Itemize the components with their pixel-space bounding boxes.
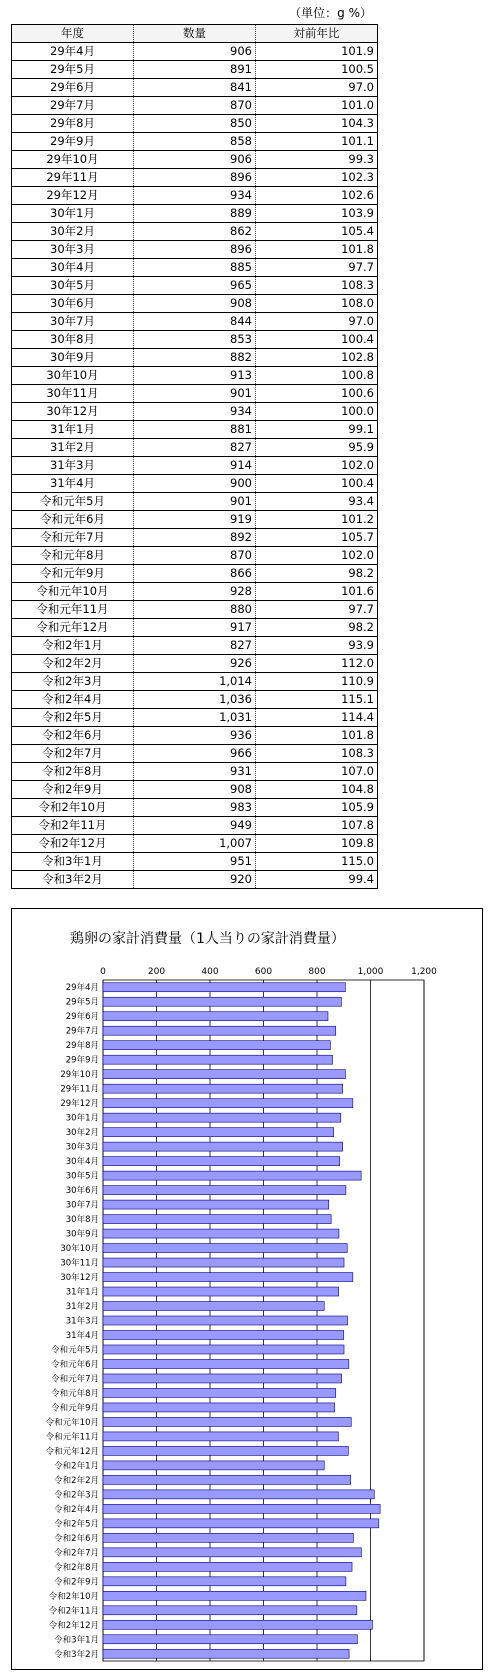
bar (103, 1432, 338, 1441)
category-label: 29年7月 (65, 1026, 99, 1037)
cell-yoy-ratio: 100.4 (256, 331, 378, 349)
cell-quantity: 906 (134, 151, 256, 169)
cell-quantity: 951 (134, 853, 256, 871)
cell-quantity: 892 (134, 529, 256, 547)
table-row (12, 655, 378, 673)
cell-yoy-ratio: 99.3 (256, 151, 378, 169)
category-label: 29年12月 (60, 1099, 99, 1110)
cell-period: 令和3年2月 (12, 871, 134, 889)
cell-period: 令和2年9月 (12, 781, 134, 799)
cell-yoy-ratio: 105.4 (256, 223, 378, 241)
cell-quantity: 885 (134, 259, 256, 277)
x-tick-label: 1,000 (357, 967, 384, 977)
x-tick-label: 800 (308, 967, 326, 977)
cell-period: 令和元年11月 (12, 601, 134, 619)
bar (103, 1200, 329, 1209)
cell-quantity: 983 (134, 799, 256, 817)
bar (103, 1359, 349, 1368)
cell-quantity: 919 (134, 511, 256, 529)
cell-quantity: 906 (134, 43, 256, 61)
table-row (12, 781, 378, 799)
cell-quantity: 862 (134, 223, 256, 241)
cell-period: 30年3月 (12, 241, 134, 259)
table-row (12, 241, 378, 259)
cell-period: 30年7月 (12, 313, 134, 331)
x-tick-label: 1,200 (411, 967, 437, 977)
cell-quantity: 870 (134, 97, 256, 115)
bar (103, 1591, 366, 1600)
table-row (12, 799, 378, 817)
cell-yoy-ratio: 110.9 (256, 673, 378, 691)
cell-period: 31年4月 (12, 475, 134, 493)
cell-period: 令和元年6月 (12, 511, 134, 529)
table-row (12, 277, 378, 295)
bar (103, 1316, 347, 1325)
bar (103, 1026, 336, 1035)
table-row (12, 871, 378, 889)
cell-quantity: 896 (134, 241, 256, 259)
cell-yoy-ratio: 97.7 (256, 601, 378, 619)
table-row (12, 727, 378, 745)
table-row (12, 691, 378, 709)
cell-quantity: 934 (134, 403, 256, 421)
category-label: 令和2年3月 (54, 1490, 99, 1501)
bar (103, 1403, 335, 1412)
category-label: 令和2年11月 (48, 1606, 99, 1617)
cell-yoy-ratio: 102.6 (256, 187, 378, 205)
bar (103, 1649, 349, 1658)
cell-quantity: 928 (134, 583, 256, 601)
cell-period: 31年3月 (12, 457, 134, 475)
category-label: 30年6月 (65, 1186, 99, 1197)
cell-yoy-ratio: 95.9 (256, 439, 378, 457)
cell-yoy-ratio: 108.3 (256, 745, 378, 763)
cell-quantity: 926 (134, 655, 256, 673)
bar (103, 1562, 352, 1571)
cell-period: 29年6月 (12, 79, 134, 97)
category-label: 31年1月 (65, 1287, 99, 1298)
cell-period: 令和2年4月 (12, 691, 134, 709)
cell-period: 令和2年11月 (12, 817, 134, 835)
cell-quantity: 949 (134, 817, 256, 835)
category-label: 令和2年7月 (54, 1548, 99, 1559)
category-label: 令和元年7月 (51, 1374, 99, 1385)
cell-yoy-ratio: 112.0 (256, 655, 378, 673)
cell-period: 令和2年3月 (12, 673, 134, 691)
bar (103, 983, 345, 992)
cell-period: 令和2年2月 (12, 655, 134, 673)
cell-yoy-ratio: 101.9 (256, 43, 378, 61)
cell-quantity: 891 (134, 61, 256, 79)
category-label: 30年10月 (60, 1244, 99, 1255)
bar (103, 1345, 344, 1354)
bar (103, 1041, 330, 1050)
category-label: 令和3年2月 (54, 1649, 99, 1660)
cell-quantity: 908 (134, 781, 256, 799)
cell-quantity: 881 (134, 421, 256, 439)
cell-period: 29年9月 (12, 133, 134, 151)
cell-quantity: 1,007 (134, 835, 256, 853)
cell-yoy-ratio: 102.0 (256, 457, 378, 475)
table-row (12, 835, 378, 853)
data-table (11, 24, 378, 889)
cell-yoy-ratio: 99.1 (256, 421, 378, 439)
category-label: 31年3月 (65, 1316, 99, 1327)
category-label: 29年4月 (65, 983, 99, 994)
cell-period: 30年4月 (12, 259, 134, 277)
cell-quantity: 908 (134, 295, 256, 313)
cell-yoy-ratio: 104.8 (256, 781, 378, 799)
table-row (12, 61, 378, 79)
cell-yoy-ratio: 107.0 (256, 763, 378, 781)
cell-quantity: 900 (134, 475, 256, 493)
cell-period: 令和2年1月 (12, 637, 134, 655)
category-label: 令和2年12月 (48, 1620, 99, 1631)
cell-yoy-ratio: 105.7 (256, 529, 378, 547)
table-row (12, 367, 378, 385)
category-label: 令和2年4月 (54, 1504, 99, 1515)
cell-yoy-ratio: 102.8 (256, 349, 378, 367)
cell-period: 令和3年1月 (12, 853, 134, 871)
category-label: 30年7月 (65, 1200, 99, 1211)
header-period: 年度 (12, 25, 134, 43)
cell-quantity: 889 (134, 205, 256, 223)
cell-quantity: 901 (134, 385, 256, 403)
bar (103, 1099, 353, 1108)
bar (103, 1171, 361, 1180)
cell-yoy-ratio: 101.8 (256, 241, 378, 259)
x-tick-label: 200 (147, 967, 166, 977)
cell-yoy-ratio: 97.0 (256, 313, 378, 331)
bar (103, 1446, 348, 1455)
bar (103, 1229, 339, 1238)
cell-period: 29年7月 (12, 97, 134, 115)
table-row (12, 313, 378, 331)
cell-quantity: 866 (134, 565, 256, 583)
bar (103, 1417, 351, 1426)
cell-yoy-ratio: 115.1 (256, 691, 378, 709)
category-label: 令和元年12月 (45, 1446, 99, 1457)
cell-yoy-ratio: 114.4 (256, 709, 378, 727)
cell-yoy-ratio: 102.0 (256, 547, 378, 565)
bar (103, 1055, 333, 1064)
cell-yoy-ratio: 93.9 (256, 637, 378, 655)
cell-yoy-ratio: 108.3 (256, 277, 378, 295)
category-label: 令和元年10月 (45, 1417, 99, 1428)
bar (103, 1504, 380, 1513)
cell-period: 30年5月 (12, 277, 134, 295)
category-label: 29年10月 (60, 1070, 99, 1081)
bar (103, 1577, 346, 1586)
cell-quantity: 827 (134, 439, 256, 457)
cell-quantity: 914 (134, 457, 256, 475)
cell-yoy-ratio: 105.9 (256, 799, 378, 817)
cell-period: 令和2年5月 (12, 709, 134, 727)
table-row (12, 547, 378, 565)
cell-quantity: 1,036 (134, 691, 256, 709)
category-label: 30年1月 (65, 1113, 99, 1124)
bar (103, 1330, 344, 1339)
bar (103, 1273, 353, 1282)
bar-chart (12, 909, 482, 1669)
cell-yoy-ratio: 97.7 (256, 259, 378, 277)
cell-period: 31年2月 (12, 439, 134, 457)
table-row (12, 673, 378, 691)
cell-quantity: 1,031 (134, 709, 256, 727)
table-row (12, 763, 378, 781)
cell-yoy-ratio: 101.8 (256, 727, 378, 745)
table-row (12, 853, 378, 871)
category-label: 30年4月 (65, 1157, 99, 1168)
cell-period: 令和2年8月 (12, 763, 134, 781)
category-label: 29年8月 (65, 1041, 99, 1052)
cell-yoy-ratio: 108.0 (256, 295, 378, 313)
cell-period: 令和元年9月 (12, 565, 134, 583)
table-row (12, 439, 378, 457)
cell-period: 29年10月 (12, 151, 134, 169)
cell-yoy-ratio: 101.2 (256, 511, 378, 529)
cell-yoy-ratio: 104.3 (256, 115, 378, 133)
cell-quantity: 917 (134, 619, 256, 637)
bar (103, 1084, 343, 1093)
bar (103, 1548, 361, 1557)
cell-period: 令和2年12月 (12, 835, 134, 853)
bar (103, 1244, 347, 1253)
table-row (12, 745, 378, 763)
cell-quantity: 1,014 (134, 673, 256, 691)
cell-yoy-ratio: 100.0 (256, 403, 378, 421)
cell-quantity: 850 (134, 115, 256, 133)
cell-period: 29年8月 (12, 115, 134, 133)
x-tick-label: 600 (254, 967, 273, 977)
unit-note: （単位：g %） (289, 6, 372, 20)
cell-period: 29年5月 (12, 61, 134, 79)
cell-period: 令和元年5月 (12, 493, 134, 511)
cell-yoy-ratio: 100.8 (256, 367, 378, 385)
table-row (12, 43, 378, 61)
cell-period: 30年11月 (12, 385, 134, 403)
category-label: 令和2年2月 (54, 1475, 99, 1486)
category-label: 30年5月 (65, 1171, 99, 1182)
table-row (12, 331, 378, 349)
table-row (12, 349, 378, 367)
table-row (12, 583, 378, 601)
cell-quantity: 870 (134, 547, 256, 565)
cell-quantity: 901 (134, 493, 256, 511)
table-row (12, 115, 378, 133)
cell-yoy-ratio: 93.4 (256, 493, 378, 511)
cell-quantity: 931 (134, 763, 256, 781)
cell-yoy-ratio: 101.0 (256, 97, 378, 115)
category-label: 令和3年1月 (54, 1635, 99, 1646)
cell-period: 30年1月 (12, 205, 134, 223)
cell-yoy-ratio: 100.5 (256, 61, 378, 79)
header-quantity: 数量 (134, 25, 256, 43)
cell-yoy-ratio: 103.9 (256, 205, 378, 223)
bar (103, 1012, 328, 1021)
category-label: 令和2年8月 (54, 1562, 99, 1573)
bar (103, 1533, 353, 1542)
table-row (12, 529, 378, 547)
table-row (12, 475, 378, 493)
table-row (12, 421, 378, 439)
table-row (12, 97, 378, 115)
cell-period: 29年11月 (12, 169, 134, 187)
cell-quantity: 853 (134, 331, 256, 349)
cell-yoy-ratio: 101.6 (256, 583, 378, 601)
table-row (12, 601, 378, 619)
table-row (12, 223, 378, 241)
table-row (12, 205, 378, 223)
bar (103, 1635, 357, 1644)
cell-period: 31年1月 (12, 421, 134, 439)
bar (103, 1519, 379, 1528)
cell-quantity: 882 (134, 349, 256, 367)
category-label: 30年11月 (60, 1258, 99, 1269)
cell-yoy-ratio: 107.8 (256, 817, 378, 835)
bar (103, 1070, 345, 1079)
category-label: 31年4月 (65, 1330, 99, 1341)
category-label: 29年9月 (65, 1055, 99, 1066)
category-label: 令和2年9月 (54, 1577, 99, 1588)
category-label: 30年3月 (65, 1142, 99, 1153)
bar (103, 1113, 341, 1122)
table-row (12, 169, 378, 187)
table-row (12, 385, 378, 403)
table-row (12, 457, 378, 475)
cell-period: 令和2年7月 (12, 745, 134, 763)
table-header-row (12, 25, 378, 43)
table-body (12, 43, 378, 889)
cell-period: 29年12月 (12, 187, 134, 205)
category-label: 令和元年5月 (51, 1345, 99, 1356)
table-row (12, 709, 378, 727)
cell-period: 30年12月 (12, 403, 134, 421)
cell-period: 令和元年8月 (12, 547, 134, 565)
bar (103, 1287, 339, 1296)
cell-quantity: 844 (134, 313, 256, 331)
cell-period: 30年9月 (12, 349, 134, 367)
bar (103, 1388, 336, 1397)
category-label: 令和元年6月 (51, 1359, 99, 1370)
cell-period: 令和元年10月 (12, 583, 134, 601)
cell-period: 令和2年10月 (12, 799, 134, 817)
bar (103, 1215, 331, 1224)
table-row (12, 619, 378, 637)
table-row (12, 187, 378, 205)
table-row (12, 295, 378, 313)
bar (103, 1142, 343, 1151)
cell-quantity: 966 (134, 745, 256, 763)
bar (103, 997, 341, 1006)
cell-yoy-ratio: 97.0 (256, 79, 378, 97)
category-label: 令和元年8月 (51, 1388, 99, 1399)
category-label: 令和2年5月 (54, 1519, 99, 1530)
cell-quantity: 920 (134, 871, 256, 889)
cell-yoy-ratio: 98.2 (256, 619, 378, 637)
bar (103, 1461, 324, 1470)
bar (103, 1186, 346, 1195)
table-row (12, 151, 378, 169)
bar (103, 1157, 340, 1166)
category-label: 29年11月 (60, 1084, 99, 1095)
bar (103, 1374, 342, 1383)
table-row (12, 817, 378, 835)
bar (103, 1128, 334, 1137)
cell-yoy-ratio: 109.8 (256, 835, 378, 853)
table-row (12, 133, 378, 151)
cell-period: 令和2年6月 (12, 727, 134, 745)
header-yoy-ratio: 対前年比 (256, 25, 378, 43)
bar (103, 1490, 374, 1499)
bar (103, 1620, 372, 1629)
category-label: 31年2月 (65, 1302, 99, 1313)
table-row (12, 565, 378, 583)
cell-quantity: 936 (134, 727, 256, 745)
bar (103, 1475, 351, 1484)
cell-yoy-ratio: 98.2 (256, 565, 378, 583)
category-label: 30年12月 (60, 1273, 99, 1284)
cell-quantity: 880 (134, 601, 256, 619)
cell-yoy-ratio: 115.0 (256, 853, 378, 871)
cell-period: 30年10月 (12, 367, 134, 385)
x-tick-label: 400 (201, 967, 219, 977)
table-row (12, 493, 378, 511)
cell-period: 30年2月 (12, 223, 134, 241)
cell-period: 令和元年12月 (12, 619, 134, 637)
table-row (12, 403, 378, 421)
cell-yoy-ratio: 100.6 (256, 385, 378, 403)
category-label: 令和2年10月 (48, 1591, 99, 1602)
category-label: 30年2月 (65, 1128, 99, 1139)
category-label: 29年6月 (65, 1012, 99, 1023)
cell-quantity: 841 (134, 79, 256, 97)
cell-period: 29年4月 (12, 43, 134, 61)
cell-yoy-ratio: 100.4 (256, 475, 378, 493)
chart-panel (11, 908, 483, 1670)
chart-title: 鶏卵の家計消費量（1人当りの家計消費量） (70, 931, 345, 947)
category-label: 30年9月 (65, 1229, 99, 1240)
table-row (12, 511, 378, 529)
cell-quantity: 913 (134, 367, 256, 385)
category-label: 令和2年1月 (54, 1461, 99, 1472)
x-tick-label: 0 (100, 967, 106, 977)
cell-yoy-ratio: 102.3 (256, 169, 378, 187)
table-row (12, 259, 378, 277)
bar (103, 1606, 357, 1615)
category-label: 29年5月 (65, 997, 99, 1008)
table-row (12, 79, 378, 97)
category-label: 30年8月 (65, 1215, 99, 1226)
bar (103, 1258, 344, 1267)
category-label: 令和元年9月 (51, 1403, 99, 1414)
category-label: 令和2年6月 (54, 1533, 99, 1544)
cell-quantity: 858 (134, 133, 256, 151)
cell-quantity: 965 (134, 277, 256, 295)
table-row (12, 637, 378, 655)
cell-period: 令和元年7月 (12, 529, 134, 547)
category-label: 令和元年11月 (45, 1432, 99, 1443)
cell-period: 30年8月 (12, 331, 134, 349)
cell-period: 30年6月 (12, 295, 134, 313)
cell-quantity: 896 (134, 169, 256, 187)
cell-yoy-ratio: 99.4 (256, 871, 378, 889)
cell-quantity: 827 (134, 637, 256, 655)
cell-quantity: 934 (134, 187, 256, 205)
bar (103, 1302, 324, 1311)
cell-yoy-ratio: 101.1 (256, 133, 378, 151)
